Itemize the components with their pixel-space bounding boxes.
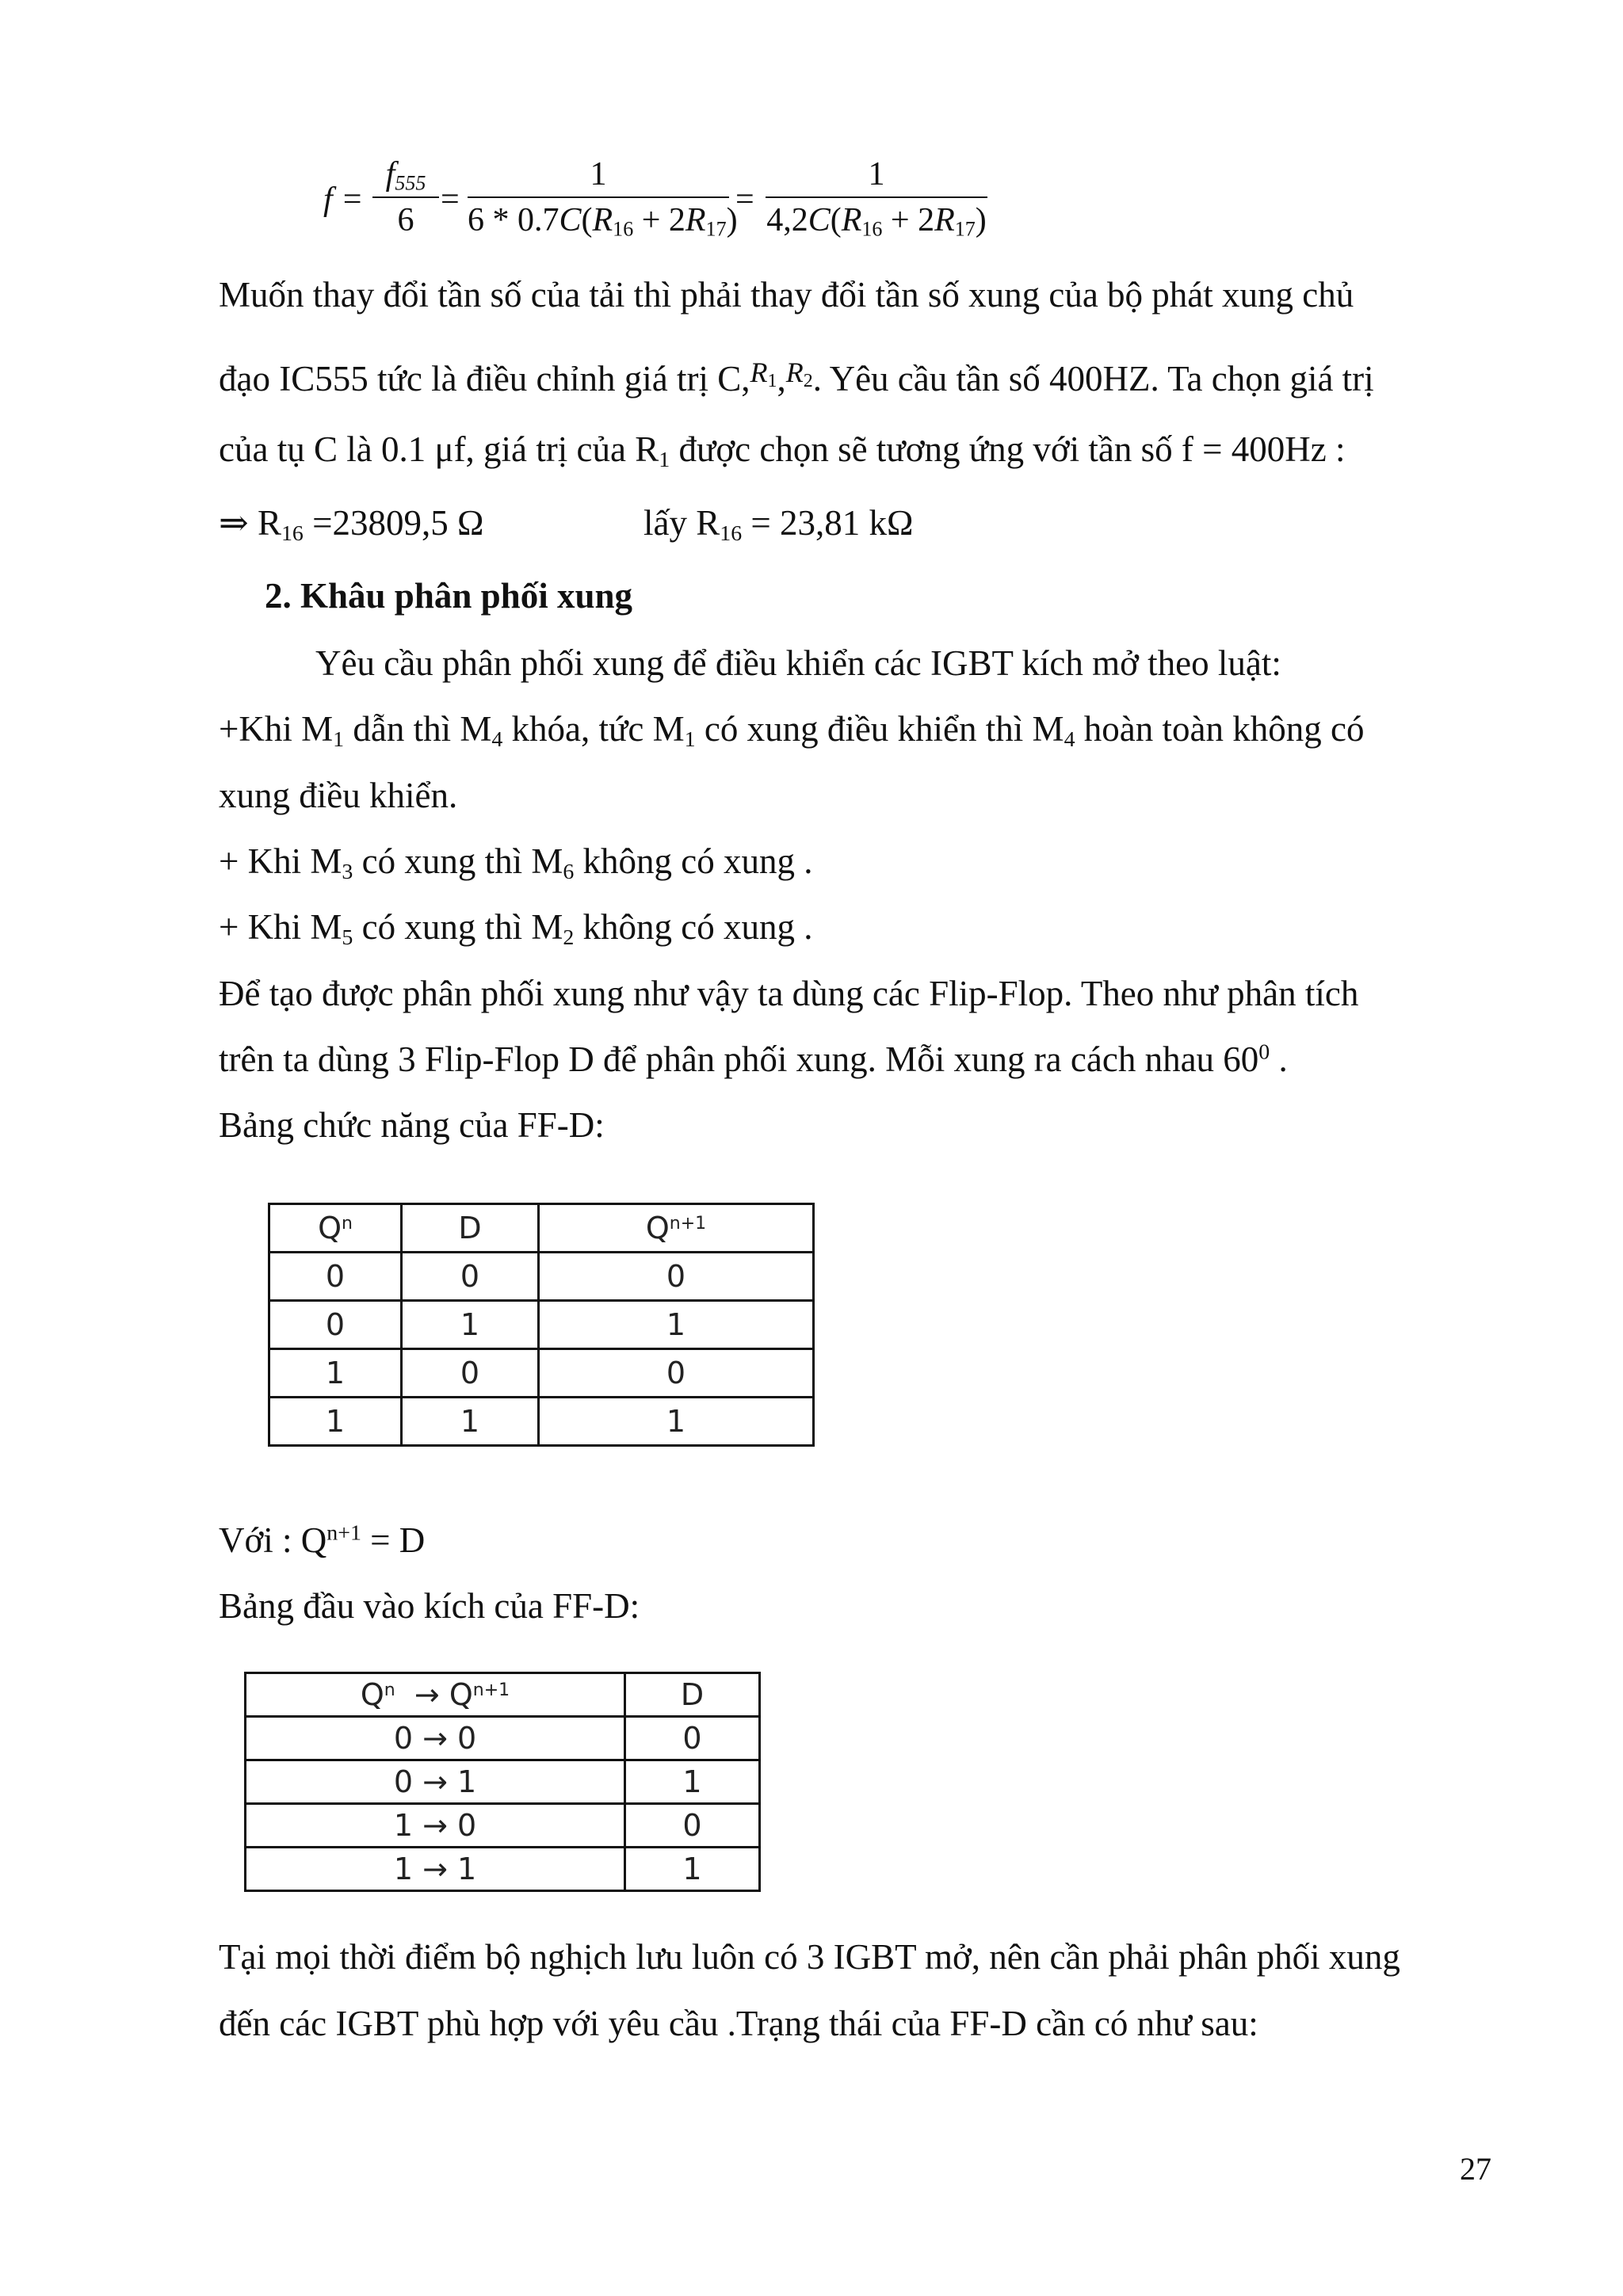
body-line: trên ta dùng 3 Flip-Flop D để phân phối xung. Mỗi xung ra cách nhau $60^0$ . (219, 1039, 1288, 1079)
formula-eq-2: = (735, 181, 754, 218)
table-cell: 1 (539, 1398, 814, 1446)
table-cell: 0 (269, 1301, 402, 1349)
closing-line: đến các IGBT phù hợp với yêu cầu .Trạng thái của FF-D cần có như sau: (219, 2004, 1258, 2043)
formula-frac-1-num: $f_{555}$ (385, 156, 426, 195)
table-header-row (269, 1204, 814, 1253)
table1-caption: Bảng chức năng của FF-D: (219, 1105, 605, 1145)
formula-lhs: f = (323, 181, 364, 218)
table-cell: 0 → 1 (246, 1760, 625, 1804)
table-header-cell: $Q^n$ (269, 1204, 402, 1253)
closing-line: Tại mọi thời điểm bộ nghịch lưu luôn có 3 IGBT mở, nên cần phải phân phối xung (219, 1937, 1400, 1977)
formula-frac-3-num: 1 (868, 156, 885, 193)
table-cell: 1 → 1 (246, 1848, 625, 1891)
table-header-cell: D (625, 1673, 760, 1717)
table-cell: 0 (402, 1253, 539, 1301)
formula-frac-2 (468, 155, 738, 241)
formula-frac-3-den: $4,2C(R_{16} + 2R_{17})$ (766, 202, 987, 241)
formula-frac-2-den: $6 * 0.7C(R_{16} + 2R_{17})$ (468, 202, 738, 241)
table-header-cell: D (402, 1204, 539, 1253)
table-cell: 0 (539, 1349, 814, 1398)
table-cell: 0 → 0 (246, 1717, 625, 1760)
body-line: + Khi $M_3$ có xung thì $M_6$ không có xung . (219, 841, 813, 884)
table-cell: 1 (625, 1848, 760, 1891)
ff-d-function-table (268, 1203, 815, 1447)
table-row (269, 1301, 814, 1349)
body-line: xung điều khiển. (219, 776, 458, 815)
table-cell: 1 (402, 1398, 539, 1446)
table-header-row (246, 1673, 760, 1717)
result-chosen: lấy $R_{16} = 23,81$ kΩ (643, 503, 914, 546)
table-cell: 1 (269, 1349, 402, 1398)
table2-caption: Bảng đầu vào kích của FF-D: (219, 1586, 640, 1626)
table-cell: 1 (539, 1301, 814, 1349)
body-line: Yêu cầu phân phối xung để điều khiển các IGBT kích mở theo luật: (315, 643, 1281, 683)
formula-frac-3 (766, 155, 987, 239)
table-row (269, 1398, 814, 1446)
body-line: Để tạo được phân phối xung như vậy ta dùng các Flip-Flop. Theo như phân tích (219, 974, 1359, 1013)
formula-frac-2-num: 1 (590, 156, 607, 193)
table-cell: 0 (625, 1717, 760, 1760)
table-cell: 1 (625, 1760, 760, 1804)
table-row (246, 1760, 760, 1804)
table-header-cell: $Q^{n+1}$ (539, 1204, 814, 1253)
paragraph-line: đạo IC555 tức là điều chỉnh giá trị C,$^R$1,$^R$2. Yêu cầu tần số 400HZ. Ta chọn giá trị (219, 357, 1374, 399)
formula-frac-1-den: 6 (397, 202, 414, 238)
paragraph-line: Muốn thay đổi tần số của tải thì phải thay đổi tần số xung của bộ phát xung chủ (219, 275, 1354, 315)
paragraph-line: của tụ C là 0.1 μf, giá trị của $R_1$ được chọn sẽ tương ứng với tần số f = 400Hz : (219, 429, 1346, 472)
table-cell: 0 (402, 1349, 539, 1398)
table-row (269, 1349, 814, 1398)
table-cell: 0 (539, 1253, 814, 1301)
table-row (246, 1848, 760, 1891)
table-cell: 1 (269, 1398, 402, 1446)
table-row (269, 1253, 814, 1301)
table-row (246, 1717, 760, 1760)
section-heading: 2. Khâu phân phối xung (265, 576, 632, 616)
body-line: + Khi $M_5$ có xung thì $M_2$ không có xung . (219, 907, 813, 950)
result-line: ⇒ $R_{16} =23809,5$ Ω (219, 503, 484, 546)
body-line: +Khi $M_1$ dẫn thì $M_4$ khóa, tức $M_1$ có xung điều khiển thì $M_4$ hoàn toàn không có (219, 709, 1365, 752)
table-cell: 1 (402, 1301, 539, 1349)
page-number: 27 (1460, 2151, 1491, 2187)
formula-eq-1: = (441, 181, 460, 218)
table-header-cell: $Q^n \to Q^{n+1}$ (246, 1673, 625, 1717)
table-cell: 0 (625, 1804, 760, 1848)
with-line: Với : $Q^{n+1} = D$ (219, 1520, 426, 1560)
ff-d-excitation-table (244, 1672, 761, 1892)
table-cell: 1 → 0 (246, 1804, 625, 1848)
table-row (246, 1804, 760, 1848)
table-cell: 0 (269, 1253, 402, 1301)
formula-frac-1 (372, 155, 439, 239)
